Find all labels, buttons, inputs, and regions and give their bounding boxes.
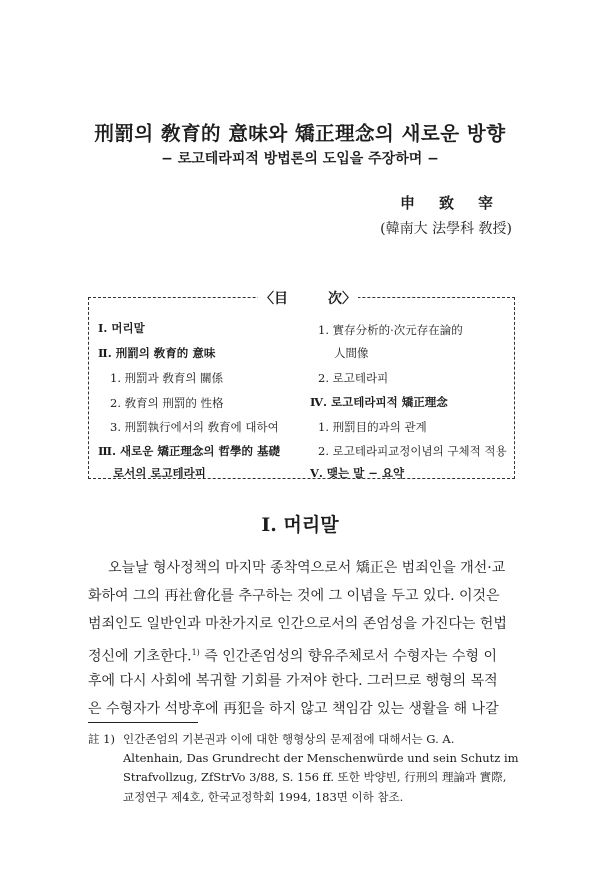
body-line: 화하여 그의 再社會化를 추구하는 것에 그 이념을 두고 있다. 이것은 [88,588,500,604]
body-text: 정신에 기초한다. [88,648,192,665]
toc-entry: 1. 刑罰目的과의 관계 [318,420,427,434]
toc-heading-left: 〈目 [260,291,288,307]
toc-entry: 1. 實存分析的·次元存在論的 [318,323,463,337]
footnote-reference[interactable]: 1) [191,648,200,657]
footnote-divider [88,722,198,723]
body-text: 즉 인간존엄성의 향유주체로서 수형자는 수형 이 [199,648,497,665]
footnote-line: 교정연구 제4호, 한국교정학회 1994, 183면 이하 참조. [123,790,404,804]
body-line: 후에 다시 사회에 복귀할 기회를 가져야 한다. 그러므로 행형의 목적 [88,673,498,689]
toc-entry: 3. 刑罰執行에서의 敎育에 대하여 [110,420,279,434]
footnote-marker: 註 1) [88,732,115,746]
toc-entry: 人間像 [334,346,369,360]
toc-entry: 2. 로고테라피교정이념의 구체적 적용 [318,444,507,458]
author-name: 申致宰 [400,194,518,212]
paper-title: 刑罰의 敎育的 意味와 矯正理念의 새로운 방향 [94,122,506,145]
footnote-line: 인간존엄의 기본권과 이에 대한 행형상의 문제점에 대해서는 G. A. [123,732,455,746]
body-text: 범죄인도 일반인과 마찬가지로 인간으로서의 존엄성을 가진다는 헌법 [88,616,507,632]
toc-entry: 2. 敎育의 刑罰的 性格 [110,396,224,410]
toc-entry: Ⅰ. 머리말 [98,321,145,335]
footnote-line: Strafvollzug, ZfStrVo 3/88, S. 156 ff. 또한 박양빈, 行刑의 理論과 實際, [123,770,507,784]
toc-entry: Ⅲ. 새로운 矯正理念의 哲學的 基礎 [98,444,280,458]
author-affiliation: (韓南大 法學科 敎授) [380,221,512,237]
toc-entry: Ⅴ. 맺는 말 − 요약 [310,466,405,480]
toc-heading-right: 次〉 [328,291,356,307]
body-line [88,615,507,633]
body-line: 오늘날 형사정책의 마지막 종착역으로서 矯正은 범죄인을 개선·교 [108,560,506,576]
footnote-line: Altenhain, Das Grundrecht der Menschenwürde und sein Schutz im [123,751,519,765]
toc-entry: 로서의 로고테라피 [113,466,206,480]
toc-entry: Ⅱ. 刑罰의 敎育的 意味 [98,346,216,360]
toc-entry: 1. 刑罰과 敎育의 關係 [110,371,224,385]
paper-subtitle: − 로고테라피적 방법론의 도입을 주장하며 − [161,151,439,167]
toc-entry: Ⅳ. 로고테라피적 矯正理念 [310,395,448,409]
section-heading: Ⅰ. 머리말 [261,514,339,536]
toc-entry: 2. 로고테라피 [318,371,389,385]
toc-heading [258,288,358,308]
body-line: 은 수형자가 석방후에 再犯을 하지 않고 책임감 있는 생활을 해 나갈 [88,701,499,717]
body-line [88,644,497,666]
